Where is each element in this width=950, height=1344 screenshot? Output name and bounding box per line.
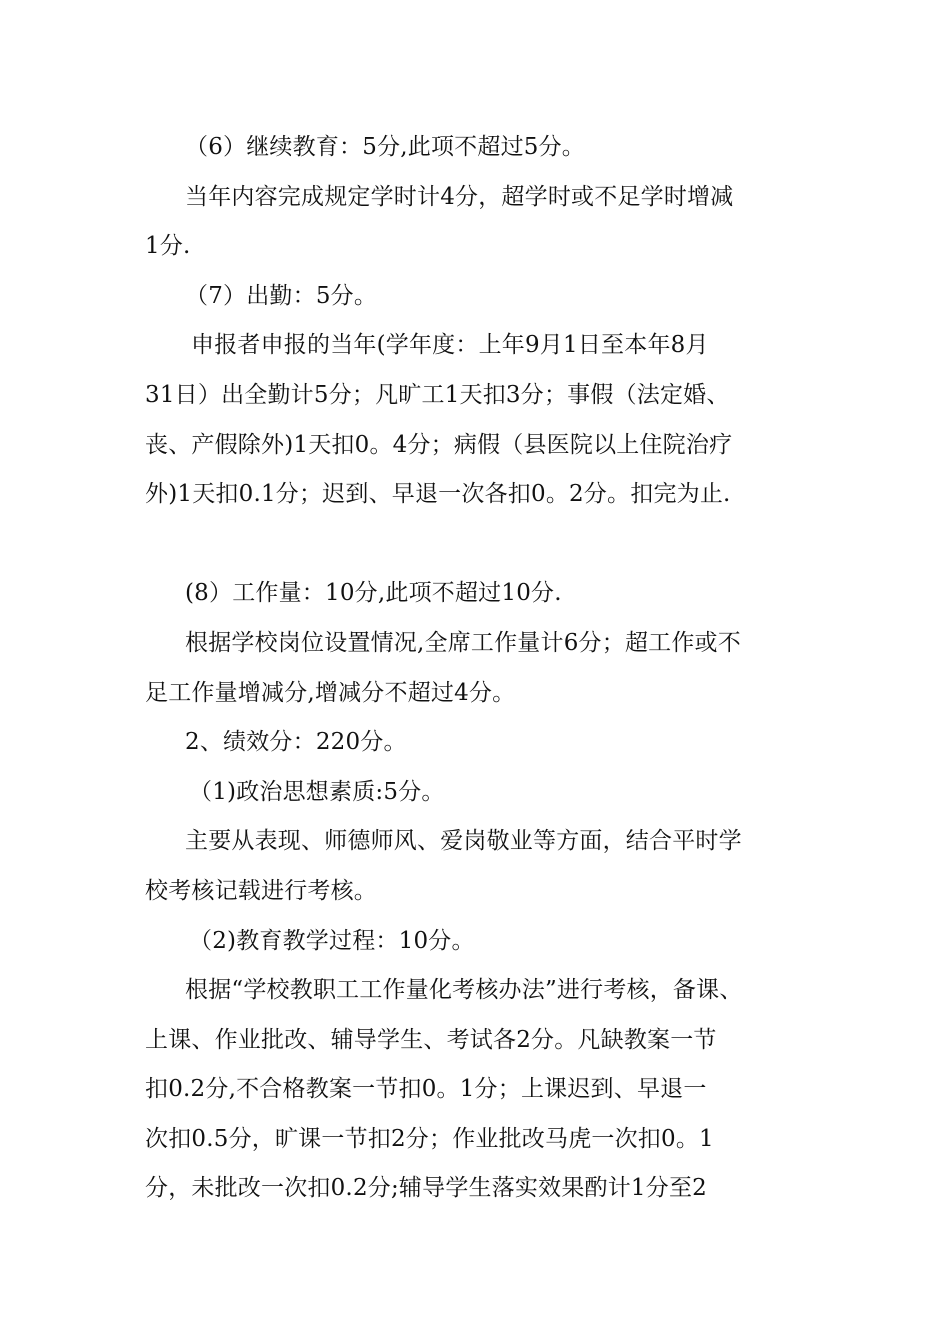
section-7-heading: （7）出勤：5分。 [185,282,378,309]
paragraph-line: 扣0.2分,不合格教案一节扣0。1分；上课迟到、早退一 [145,1076,707,1103]
paragraph-line: 校考核记载进行考核。 [145,877,377,904]
paragraph-line: 根据“学校教职工工作量化考核办法”进行考核，备课、 [185,977,743,1004]
paragraph-line: 足工作量增减分,增减分不超过4分。 [145,679,516,706]
paragraph-line: 外)1天扣0.1分；迟到、早退一次各扣0。2分。扣完为止. [145,481,731,508]
paragraph-line: 1分. [145,233,191,260]
paragraph-line: 根据学校岗位设置情况,全席工作量计6分；超工作或不 [185,629,741,656]
blank-line [145,520,815,570]
subsection-1-heading: （1)政治思想素质:5分。 [189,778,445,805]
paragraph-line: 分，未批改一次扣0.2分;辅导学生落实效果酌计1分至2 [145,1175,707,1202]
subsection-2-heading: （2)教育教学过程：10分。 [189,927,475,954]
paragraph-line: 主要从表现、师德师风、爱岗敬业等方面，结合平时学 [185,828,742,855]
section-6-heading: （6）继续教育：5分,此项不超过5分。 [185,134,586,160]
paragraph-line: 当年内容完成规定学时计4分，超学时或不足学时增减 [185,183,734,210]
paragraph-line: 上课、作业批改、辅导学生、考试各2分。凡缺教案一节 [145,1026,717,1053]
paragraph-line: 31日）出全勤计5分；凡旷工1天扣3分；事假（法定婚、 [145,381,730,408]
performance-heading: 2、绩效分：220分。 [185,729,407,756]
section-8-heading: (8）工作量：10分,此项不超过10分. [185,580,562,607]
paragraph-line: 次扣0.5分，旷课一节扣2分；作业批改马虎一次扣0。1 [145,1125,714,1152]
document-body [145,123,815,1214]
paragraph-line: 申报者申报的当年(学年度：上年9月1日至本年8月 [191,332,709,359]
paragraph-line: 丧、产假除外)1天扣0。4分；病假（县医院以上住院治疗 [145,431,733,458]
